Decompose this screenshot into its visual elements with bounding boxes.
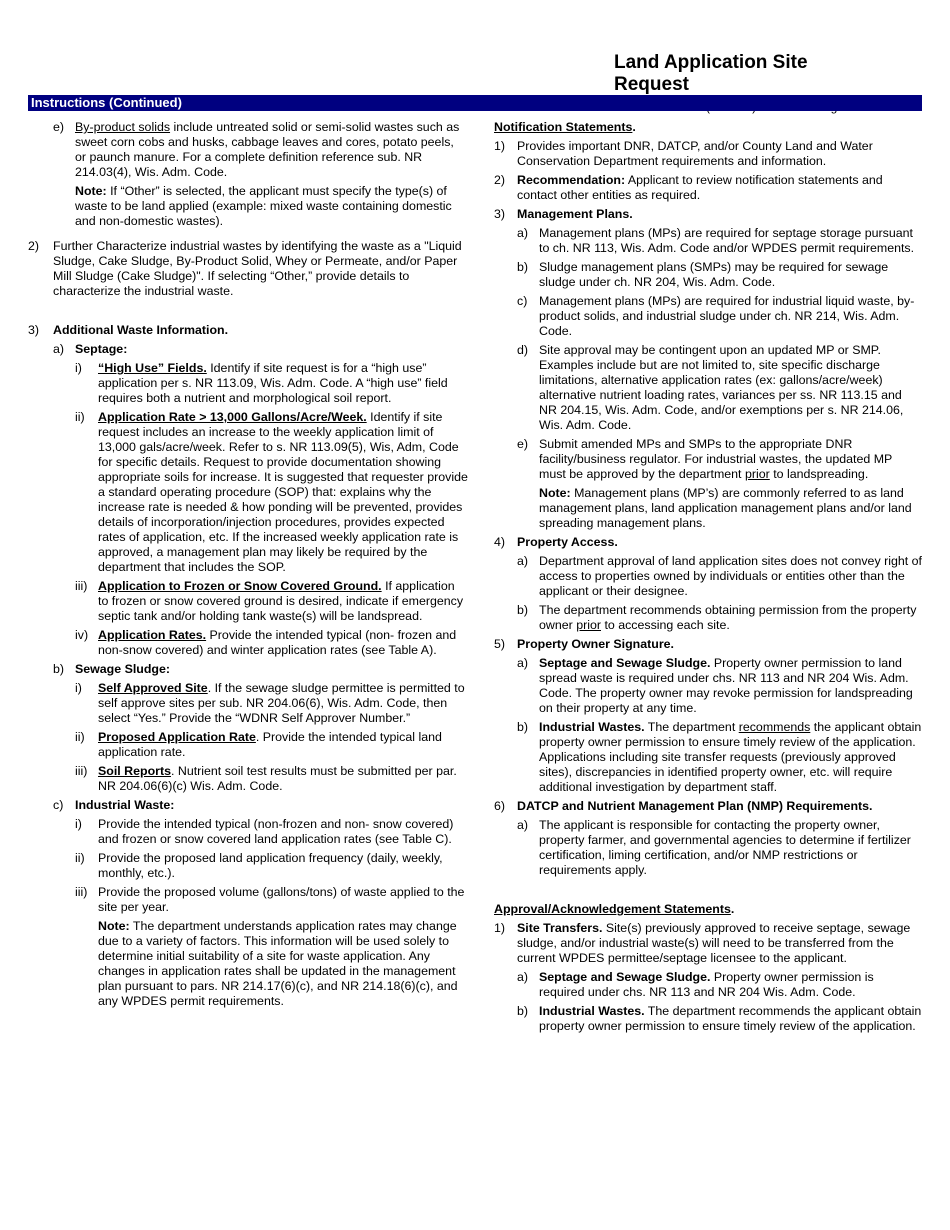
- list-item: a) Department approval of land application sites does not convey right of access to properties owned by individuals or entities other than the applicant or their designee.: [517, 554, 922, 598]
- list-item: c) Management plans (MPs) are required for industrial liquid waste, by-product solids, and industrial sludge under ch. NR 214, Wis. Adm. Code.: [517, 294, 915, 338]
- list-item: 2) Recommendation: Applicant to review notification statements and contact other entities as required.: [494, 173, 883, 202]
- list-item: a) Septage:: [53, 342, 128, 356]
- list-item: iii) Application to Frozen or Snow Covered Ground. If application to frozen or snow covered ground is desired, indicate if emergency septic tank and/or holding tank waste(s) will be landspread.: [75, 579, 464, 623]
- list-item: a) Septage and Sewage Sludge. Property owner permission to land spread waste is required under chs. NR 113 and NR 204 Wis. Adm. Code. The property owner may revoke permission for landspreading on their property at any time.: [517, 656, 913, 715]
- list-item: iv) Application Rates. Provide the intended typical (non- frozen and non-snow covered) and winter application rates (see Table A).: [75, 628, 457, 657]
- list-item: a) Septage and Sewage Sludge. Property owner permission is required under chs. NR 113 and NR 204 Wis. Adm. Code.: [517, 970, 874, 999]
- list-item: i) Provide the intended typical (non-frozen and non- snow covered) and frozen or snow covered land application rates (see Table C).: [75, 817, 454, 846]
- note: Note: Management plans (MP’s) are commonly referred to as land management plans, land application management plans and/or land spreading management plans.: [539, 486, 912, 530]
- right-column: [494, 120, 922, 1034]
- list-item: e) Submit amended MPs and SMPs to the appropriate DNR facility/business regulator. For industrial wastes, the updated MP must be approved by the department prior to landspreading. Note: Management plans (MP’s) are commonly referred to as land management plans, land application management plans and/or land spreading management plans.: [517, 437, 922, 531]
- list-item: iii) Soil Reports. Nutrient soil test results must be submitted per par. NR 204.06(6)(c) Wis. Adm. Code.: [75, 764, 457, 793]
- note: Note: If “Other” is selected, the applicant must specify the type(s) of waste to be land applied (example: mixed waste containing domestic and non-domestic wastes).: [75, 184, 452, 228]
- list-item: 2) Further Characterize industrial wastes by identifying the waste as a "Liquid Sludge, Cake Sludge, By-Product Solid, Whey or Permeate, and/or Paper Mill Sludge (Cake Sludge)". If selecting “Other,” provide details to characterize the industrial waste.: [28, 239, 462, 298]
- note: Note: The department understands application rates may change due to a variety of factors. This information will be used solely to determine initial suitability of a site for waste application. Any changes in application rates shall be updated in the management plan pursuant to pars. NR 214.17(6)(c), and NR 214.18(6)(c), and any WPDES permit requirements.: [98, 919, 458, 1008]
- list-item: ii) Proposed Application Rate. Provide the intended typical land application rate.: [75, 730, 442, 759]
- form-title: Land Application Site Request: [614, 52, 808, 95]
- list-item: a) The applicant is responsible for contacting the property owner, property farmer, and governmental agencies to determine if fertilizer certification, liming certification, and/or NMP restrictions or requirements apply.: [517, 818, 911, 877]
- list-item: b) Sewage Sludge:: [53, 662, 171, 676]
- list-item: 6) DATCP and Nutrient Management Plan (NMP) Requirements.: [494, 799, 873, 813]
- list-item: 1) Site Transfers. Site(s) previously approved to receive septage, sewage sludge, and/or industrial waste(s) will need to be transferred from the current WPDES permittee/septage licensee to the applicant.: [494, 921, 911, 965]
- left-column: [28, 120, 468, 1009]
- list-item: 5) Property Owner Signature.: [494, 637, 674, 651]
- list-item: d) Site approval may be contingent upon an updated MP or SMP. Examples include but are not limited to, site specific discharge limitations, alternative application rates (ex: gallons/acre/week) alternative nutrient loading rates, variances per ss. NR 113.15 and NR 204.15, Wis. Adm. Code, and/or exemptions per s. NR 214.06, Wis. Adm. Code.: [517, 343, 904, 432]
- section-heading: Notification Statements.: [494, 120, 636, 134]
- list-item: iii) Provide the proposed volume (gallons/tons) of waste applied to the site per year. Note: The department understands application rates may change due to a variety of factors. This information will be used solely to determine initial suitability of a site for waste application. Any changes in application rates shall be updated in the management plan pursuant to pars. NR 214.17(6)(c), and NR 214.18(6)(c), and any WPDES permit requirements.: [75, 885, 468, 1009]
- list-item: b) The department recommends obtaining permission from the property owner prior to accessing each site.: [517, 603, 917, 632]
- list-item: 3) Management Plans.: [494, 207, 633, 221]
- section-heading: Approval/Acknowledgement Statements.: [494, 902, 735, 916]
- list-item: b) Industrial Wastes. The department recommends the applicant obtain property owner permission to ensure timely review of the application.: [517, 1004, 922, 1033]
- list-item: b) Industrial Wastes. The department recommends the applicant obtain property owner permission to ensure timely review of the application. Applications including site transfer requests (previously approved sites), discrepancies in identified property owner, etc. will require additional investigation by department staff.: [517, 720, 922, 794]
- list-item: i) “High Use” Fields. Identify if site request is for a “high use” application per s. NR 113.09, Wis. Adm. Code. A “high use” field requires both a nutrient and morphological soil report.: [75, 361, 448, 405]
- list-item: e) By-product solids include untreated solid or semi-solid wastes such as sweet corn cobs and husks, cabbage leaves and cores, potato peels, or paunch manure. For a complete definition reference sub. NR 214.03(4), Wis. Adm. Code. Note: If “Other” is selected, the applicant must specify the type(s) of waste to be land applied (example: mixed waste containing domestic and non-domestic wastes).: [53, 120, 468, 229]
- list-item: ii) Application Rate > 13,000 Gallons/Acre/Week. Identify if site request includes an increase to the weekly application limit of 13,000 gals/acre/week. Refer to s. NR 113.09(5), Wis, Adm, Code for specific details. Request to provide documentation showing appropriate soils for increase. It is suggested that requester provide a standard operating procedure (SOP) that: explains why the increase rate is needed & how ponding will be prevented, provides details of incorporation/injection procedures, provides expected rates of application, etc. If the increased weekly application rate is approved, a management plan may likely be required by the department that includes the SOP.: [75, 410, 468, 574]
- list-item: c) Industrial Waste:: [53, 798, 175, 812]
- section-bar: Instructions (Continued): [28, 95, 922, 111]
- list-item: a) Management plans (MPs) are required for septage storage pursuant to ch. NR 113, Wis. Adm. Code and/or WPDES permit requirements.: [517, 226, 915, 255]
- list-item: 3) Additional Waste Information.: [28, 323, 229, 337]
- list-item: b) Sludge management plans (SMPs) may be required for sewage sludge under ch. NR 204, Wis. Adm. Code.: [517, 260, 889, 289]
- list-item: 4) Property Access.: [494, 535, 618, 549]
- list-item: 1) Provides important DNR, DATCP, and/or County Land and Water Conservation Department requirements and information.: [494, 139, 873, 168]
- list-item: ii) Provide the proposed land application frequency (daily, weekly, monthly, etc.).: [75, 851, 443, 880]
- list-item: i) Self Approved Site. If the sewage sludge permittee is permitted to self approve sites per sub. NR 204.06(6), Wis. Adm. Code, then select “Yes.” Provide the “WDNR Self Approver Number.”: [75, 681, 465, 725]
